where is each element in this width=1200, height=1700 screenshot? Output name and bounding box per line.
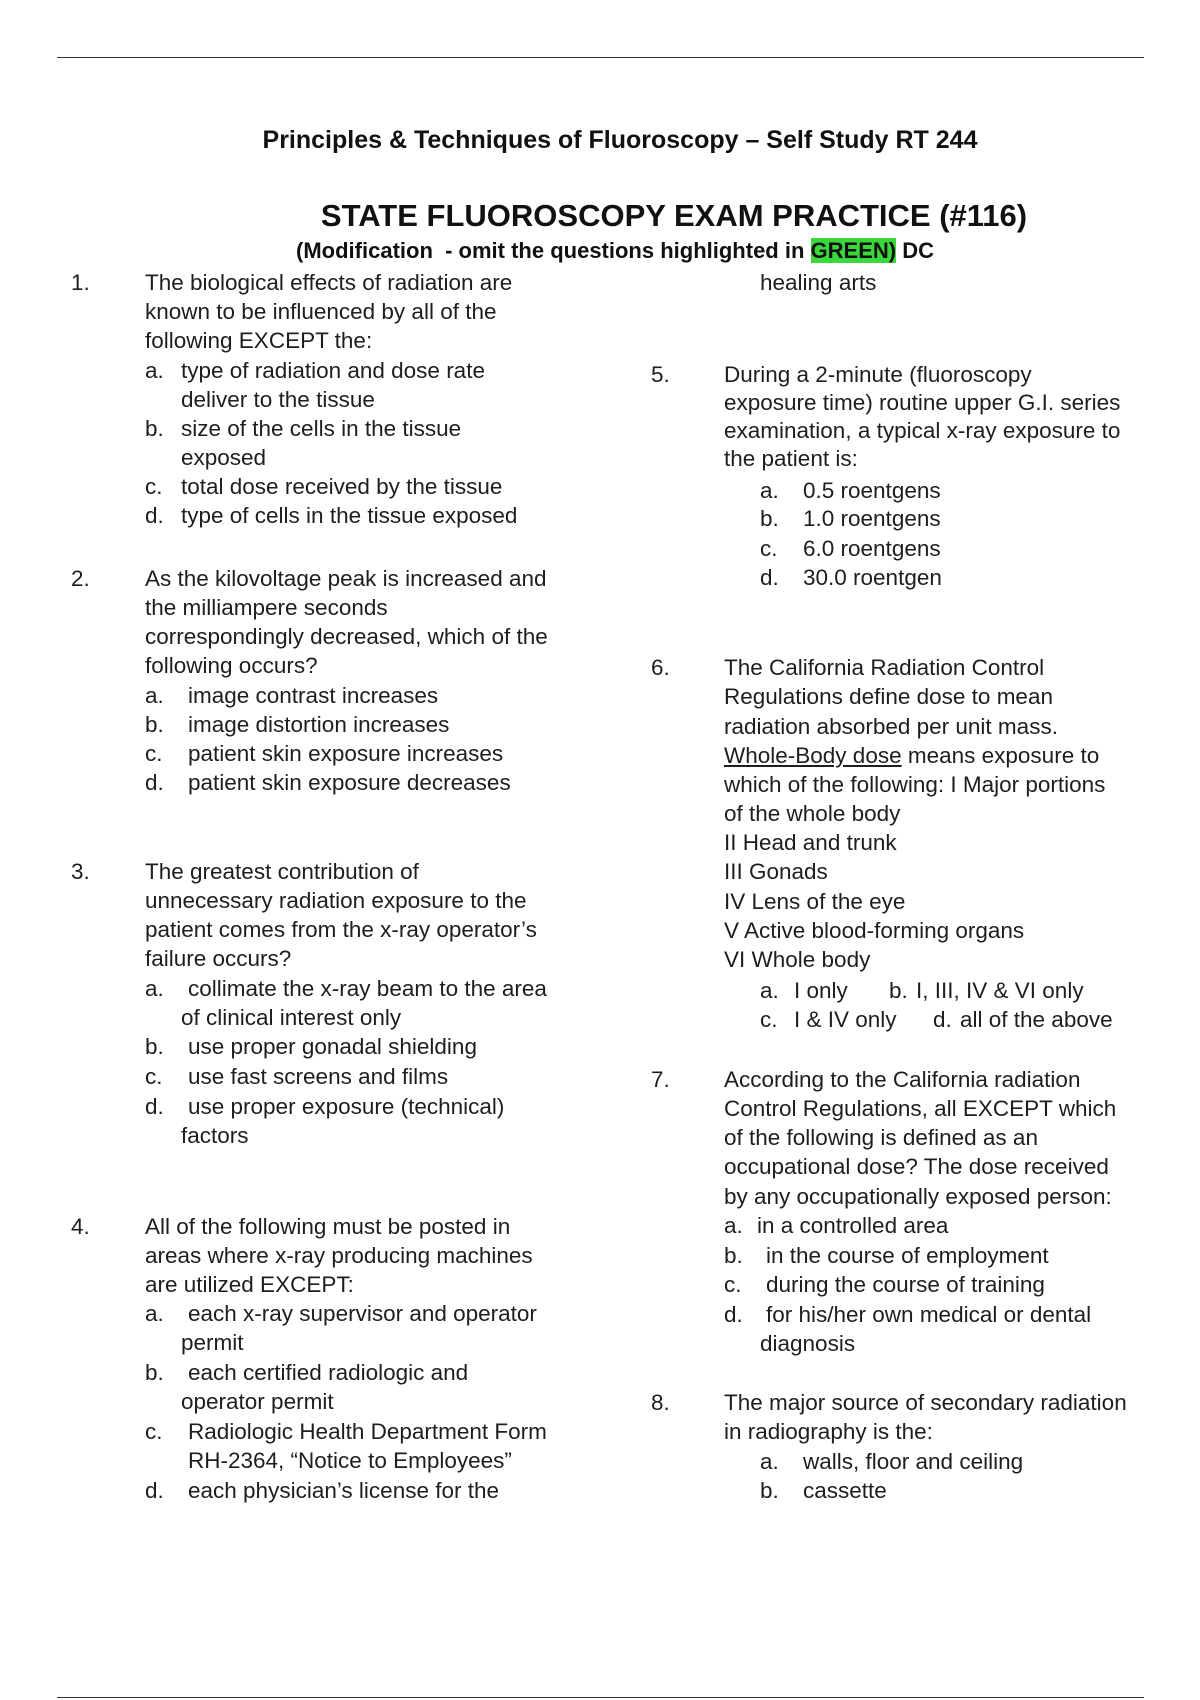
roman-list-item: V Active blood-forming organs <box>724 918 1025 943</box>
modification-note <box>0 238 1200 264</box>
option-text: diagnosis <box>760 1331 856 1356</box>
question-text-rest: means exposure to <box>901 743 1100 768</box>
option-text: image distortion increases <box>188 712 450 737</box>
option-letter: b. <box>889 978 908 1003</box>
question-number: 3. <box>71 859 90 884</box>
option-text: image contrast increases <box>188 683 439 708</box>
option-text: during the course of training <box>766 1272 1045 1297</box>
option-text: 30.0 roentgen <box>803 565 942 590</box>
question-number: 5. <box>651 362 670 387</box>
option-text: collimate the x-ray beam to the area <box>188 976 547 1001</box>
top-rule <box>57 57 1144 58</box>
option-text: type of radiation and dose rate <box>181 358 485 383</box>
option-text: use proper gonadal shielding <box>188 1034 477 1059</box>
option-text: healing arts <box>760 270 877 295</box>
option-text: total dose received by the tissue <box>181 474 503 499</box>
question-text: in radiography is the: <box>724 1419 933 1444</box>
option-text: in a controlled area <box>757 1213 949 1238</box>
option-text: all of the above <box>960 1007 1113 1032</box>
option-letter: a. <box>145 683 164 708</box>
question-text: The greatest contribution of <box>145 859 419 884</box>
option-text: walls, floor and ceiling <box>803 1449 1024 1474</box>
option-text: Radiologic Health Department Form <box>188 1419 547 1444</box>
option-letter: c. <box>145 1419 163 1444</box>
question-text: known to be influenced by all of the <box>145 299 497 324</box>
option-text: in the course of employment <box>766 1243 1049 1268</box>
question-number: 1. <box>71 270 90 295</box>
option-letter: c. <box>724 1272 742 1297</box>
option-letter: a. <box>145 358 164 383</box>
question-number: 2. <box>71 566 90 591</box>
option-text: each certified radiologic and <box>188 1360 469 1385</box>
option-text: use proper exposure (technical) <box>188 1094 505 1119</box>
option-text: cassette <box>803 1478 887 1503</box>
option-letter: a. <box>724 1213 743 1238</box>
option-text: for his/her own medical or dental <box>766 1302 1092 1327</box>
option-letter: b. <box>145 712 164 737</box>
option-text: I, III, IV & VI only <box>916 978 1084 1003</box>
question-text <box>724 742 1099 770</box>
option-letter: a. <box>760 1449 779 1474</box>
exam-title: STATE FLUOROSCOPY EXAM PRACTICE (#116) <box>320 198 1028 233</box>
option-text: use fast screens and films <box>188 1064 449 1089</box>
question-text: are utilized EXCEPT: <box>145 1272 354 1297</box>
option-letter: b. <box>760 506 779 531</box>
question-text: areas where x-ray producing machines <box>145 1243 533 1268</box>
question-text: the milliampere seconds <box>145 595 388 620</box>
option-letter: a. <box>760 478 779 503</box>
option-letter: b. <box>724 1243 743 1268</box>
option-letter: d. <box>145 1094 164 1119</box>
question-text: radiation absorbed per unit mass. <box>724 714 1058 739</box>
option-text: 6.0 roentgens <box>803 536 941 561</box>
option-letter: d. <box>760 565 779 590</box>
option-text: exposed <box>181 445 267 470</box>
option-letter: b. <box>145 416 164 441</box>
option-text: type of cells in the tissue exposed <box>181 503 518 528</box>
question-text: by any occupationally exposed person: <box>724 1184 1112 1209</box>
option-letter: c. <box>760 536 778 561</box>
option-letter: c. <box>760 1007 778 1032</box>
option-letter: d. <box>724 1302 743 1327</box>
question-text: Regulations define dose to mean <box>724 684 1053 709</box>
question-text: According to the California radiation <box>724 1067 1081 1092</box>
option-letter: d. <box>145 1478 164 1503</box>
question-text: correspondingly decreased, which of the <box>145 624 548 649</box>
option-text: of clinical interest only <box>181 1005 402 1030</box>
question-text: following EXCEPT the: <box>145 328 373 353</box>
option-letter: a. <box>145 1301 164 1326</box>
option-letter: b. <box>145 1034 164 1059</box>
option-letter: b. <box>145 1360 164 1385</box>
option-text: 1.0 roentgens <box>803 506 941 531</box>
option-text: patient skin exposure decreases <box>188 770 511 795</box>
roman-list-item: III Gonads <box>724 859 828 884</box>
option-text: factors <box>181 1123 249 1148</box>
question-text: All of the following must be posted in <box>145 1214 511 1239</box>
question-text: of the whole body <box>724 801 901 826</box>
question-text: the patient is: <box>724 446 858 471</box>
question-text: The California Radiation Control <box>724 655 1045 680</box>
question-text: patient comes from the x-ray operator’s <box>145 917 537 942</box>
bottom-rule <box>57 1697 1144 1698</box>
option-letter: d. <box>933 1007 952 1032</box>
question-text: The major source of secondary radiation <box>724 1390 1127 1415</box>
option-letter: c. <box>145 1064 163 1089</box>
option-letter: d. <box>145 770 164 795</box>
mod-note-after: DC <box>896 238 934 263</box>
option-text: RH-2364, “Notice to Employees” <box>188 1448 512 1473</box>
question-text: examination, a typical x-ray exposure to <box>724 418 1121 443</box>
question-text: The biological effects of radiation are <box>145 270 513 295</box>
option-text: deliver to the tissue <box>181 387 375 412</box>
option-letter: b. <box>760 1478 779 1503</box>
option-letter: a. <box>760 978 779 1003</box>
option-text: size of the cells in the tissue <box>181 416 462 441</box>
mod-note-before: (Modification - omit the questions highlighted in <box>296 238 811 263</box>
question-text: failure occurs? <box>145 946 292 971</box>
option-text: I & IV only <box>794 1007 897 1032</box>
question-text: occupational dose? The dose received <box>724 1154 1109 1179</box>
roman-list-item: VI Whole body <box>724 947 871 972</box>
course-title: Principles & Techniques of Fluoroscopy – Self Study RT 244 <box>262 126 978 154</box>
question-text: Control Regulations, all EXCEPT which <box>724 1096 1117 1121</box>
question-text: exposure time) routine upper G.I. series <box>724 390 1121 415</box>
question-text: of the following is defined as an <box>724 1125 1038 1150</box>
option-text: I only <box>794 978 848 1003</box>
option-text: each x-ray supervisor and operator <box>188 1301 537 1326</box>
option-text: operator permit <box>181 1389 334 1414</box>
option-letter: a. <box>145 976 164 1001</box>
question-number: 6. <box>651 655 670 680</box>
option-text: 0.5 roentgens <box>803 478 941 503</box>
option-letter: c. <box>145 474 163 499</box>
question-text: As the kilovoltage peak is increased and <box>145 566 547 591</box>
option-text: patient skin exposure increases <box>188 741 504 766</box>
question-text: following occurs? <box>145 653 318 678</box>
question-number: 4. <box>71 1214 90 1239</box>
option-text: each physician’s license for the <box>188 1478 500 1503</box>
question-number: 7. <box>651 1067 670 1092</box>
whole-body-dose-term: Whole-Body dose <box>724 743 902 768</box>
option-text: permit <box>181 1330 244 1355</box>
option-letter: c. <box>145 741 163 766</box>
question-number: 8. <box>651 1390 670 1415</box>
green-highlight: GREEN) <box>810 238 897 263</box>
question-text: which of the following: I Major portions <box>724 772 1106 797</box>
question-text: unnecessary radiation exposure to the <box>145 888 527 913</box>
roman-list-item: II Head and trunk <box>724 830 897 855</box>
roman-list-item: IV Lens of the eye <box>724 889 906 914</box>
option-letter: d. <box>145 503 164 528</box>
question-text: During a 2-minute (fluoroscopy <box>724 362 1032 387</box>
